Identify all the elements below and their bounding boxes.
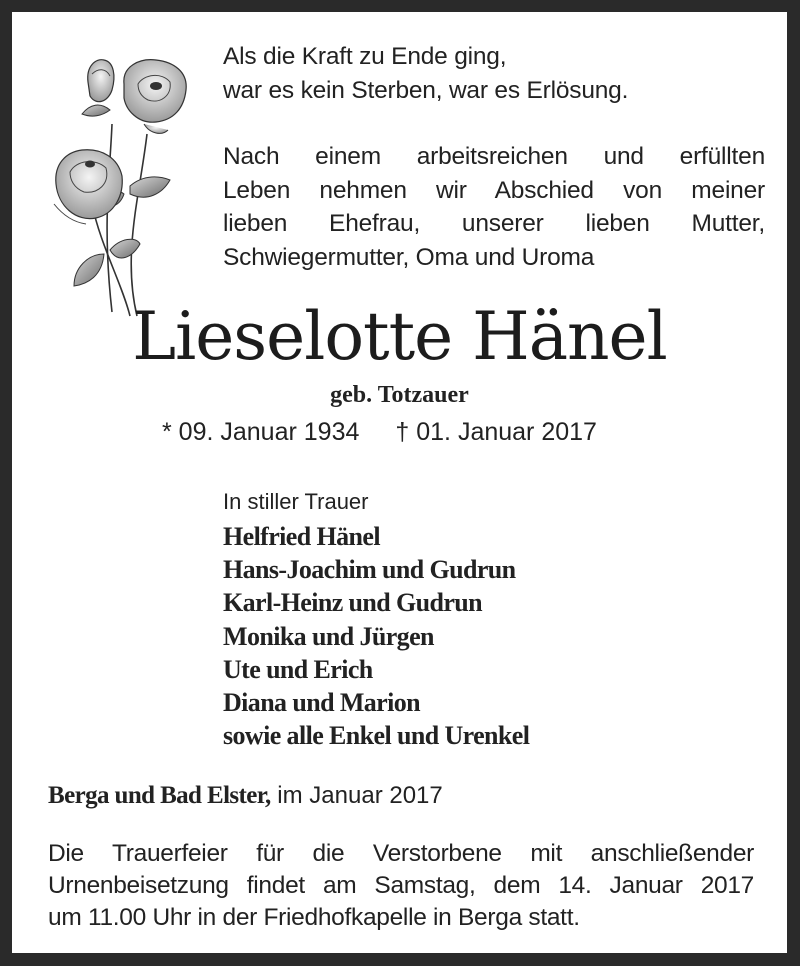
deceased-name: Lieselotte Hänel [132,298,667,375]
mourner: Ute und Erich [223,654,373,684]
intro-line: lieben Ehefrau, unserer lieben Mutter, [223,210,765,237]
poem-line: Als die Kraft zu Ende ging, [223,43,507,70]
poem [223,40,628,108]
death-date: † 01. Januar 2017 [395,418,597,446]
mourner: Helfried Hänel [223,522,380,551]
place-date-line [48,780,443,812]
place-names: Berga und Bad Elster, [48,782,271,809]
roses-icon [52,54,197,319]
mourner: Monika und Jürgen [223,621,434,651]
mourner: Diana und Marion [223,688,421,718]
mourner: Karl-Heinz und Gudrun [223,588,483,618]
service-line: Urnenbeisetzung findet am Samstag, dem 14. Januar 2017 [48,872,754,899]
birth-date: * 09. Januar 1934 [162,418,360,446]
service-line: Die Trauerfeier für die Verstorbene mit anschließender [48,840,754,867]
intro-paragraph [223,140,765,274]
life-dates [162,416,633,448]
intro-line: Leben nehmen wir Abschied von meiner [223,176,765,204]
intro-line: Schwiegermutter, Oma und Uroma [223,243,595,271]
mourners-list [223,520,529,752]
place-date: im Januar 2017 [270,782,443,809]
intro-line: Nach einem arbeitsreichen und erfüllten [223,143,765,170]
poem-line: war es kein Sterben, war es Erlösung. [223,77,629,104]
mourner: sowie alle Enkel und Urenkel [223,721,530,751]
service-line: um 11.00 Uhr in der Friedhofkapelle in Berga statt. [48,904,580,931]
mourning-label: In stiller Trauer [223,489,369,514]
service-info [48,838,754,934]
maiden-name: geb. Totzauer [330,382,469,408]
obituary-notice [12,12,787,953]
mourner: Hans-Joachim und Gudrun [223,555,516,585]
